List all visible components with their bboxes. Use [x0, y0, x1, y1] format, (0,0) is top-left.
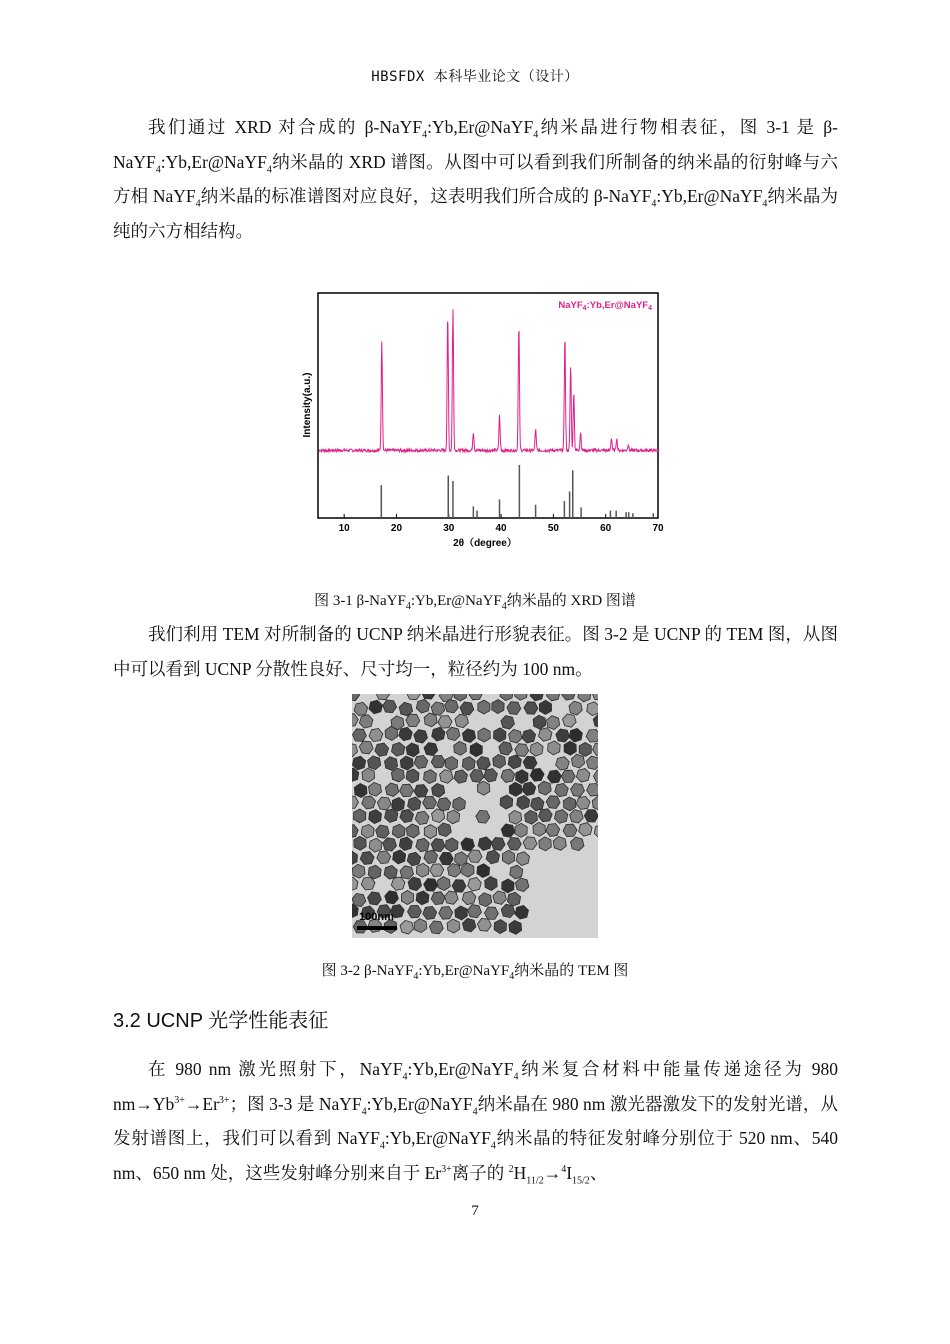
nanoparticle [423, 796, 437, 808]
nanoparticle [385, 757, 398, 771]
nanoparticle [359, 741, 373, 754]
nanoparticle [587, 702, 598, 716]
nanoparticle [408, 905, 422, 917]
plot-frame [318, 293, 658, 518]
nanoparticle [407, 852, 421, 866]
nanoparticle [455, 714, 469, 728]
nanoparticle [563, 824, 577, 837]
nanoparticle [352, 877, 358, 891]
nanoparticle [431, 839, 445, 852]
nanoparticle [546, 824, 560, 837]
nanoparticle [571, 837, 585, 851]
nanoparticle [406, 743, 419, 757]
nanoparticle [423, 906, 437, 919]
nanoparticle [445, 891, 459, 904]
nanoparticle [562, 694, 576, 700]
nanoparticle [515, 878, 528, 892]
nanoparticle [424, 770, 437, 784]
nanoparticle [468, 905, 482, 918]
nanoparticle [468, 850, 482, 863]
nanoparticle [461, 838, 475, 851]
nanoparticle [539, 700, 551, 714]
nanoparticle [424, 743, 438, 756]
nanoparticle [446, 838, 459, 852]
scale-bar [357, 926, 397, 930]
nanoparticle [478, 728, 490, 742]
nanoparticle [385, 891, 399, 904]
nanoparticle [586, 730, 598, 743]
nanoparticle [569, 701, 582, 715]
nanoparticle [502, 850, 514, 864]
nanoparticle [584, 810, 598, 822]
x-tick-label: 10 [338, 523, 350, 534]
nanoparticle [586, 756, 598, 770]
nanoparticle [432, 783, 445, 797]
nanoparticle [414, 919, 427, 933]
nanoparticle [515, 744, 529, 757]
nanoparticle [408, 797, 421, 811]
nanoparticle [469, 694, 483, 700]
nanoparticle [501, 716, 515, 730]
x-tick-label: 30 [443, 523, 455, 534]
nanoparticle [507, 702, 521, 715]
nanoparticle [352, 743, 358, 757]
nanoparticle [548, 741, 561, 755]
nanoparticle [546, 796, 560, 809]
y-axis-label: Intensity(a.u.) [302, 372, 313, 438]
nanoparticle [592, 694, 598, 700]
nanoparticle [494, 728, 506, 742]
figure-caption-3-2: 图 3-2 β-NaYF$_4$:Yb,Er@NaYF$_4$纳米晶的 TEM 图 [321, 963, 629, 982]
nanoparticle [555, 810, 568, 824]
nanoparticle [493, 891, 507, 905]
nanoparticle [369, 700, 382, 714]
nanoparticle [407, 694, 421, 700]
nanoparticle [509, 920, 522, 934]
nanoparticle [531, 797, 544, 811]
nanoparticle [360, 852, 374, 865]
paragraph-tem: 我们利用 TEM 对所制备的 UCNP 纳米晶进行形貌表征。图 3-2 是 UCNP 的 TEM 图，从图中可以看到 UCNP 分散性良好、尺寸均一，粒径约为 100 nm。 [113, 624, 838, 679]
paragraph-xrd: 我们通过 XRD 对合成的 β-NaYF$_4$:Yb,Er@NaYF$_4$纳米晶进行物相表征，图 3-1 是 β-NaYF$_4$:Yb,Er@NaYF$_4$纳米晶的 XRD 谱图。从图中可以看到我们所制备的纳米晶的衍射峰与六方相 NaYF$_4$纳米晶的标准谱图对应良好，这表明我们所合成的 β-NaYF$_4$:Yb,Er@NaYF$_4$纳米晶为纯的六方相结构。 [113, 117, 839, 241]
nanoparticle [400, 809, 414, 822]
tem-particles [352, 694, 598, 938]
nanoparticle [431, 702, 445, 716]
nanoparticle [377, 797, 391, 810]
nanoparticle [571, 784, 585, 797]
scale-bar-label: 100nm [359, 911, 394, 923]
nanoparticle [579, 742, 591, 756]
nanoparticle [533, 715, 546, 729]
nanoparticle [354, 784, 367, 798]
nanoparticle [391, 768, 404, 782]
figure-caption-3-1: 图 3-1 β-NaYF$_4$:Yb,Er@NaYF$_4$纳米晶的 XRD 图谱 [314, 593, 636, 612]
nanoparticle [523, 756, 537, 769]
nanoparticle [438, 823, 451, 837]
nanoparticle [437, 798, 451, 811]
nanoparticle [516, 770, 528, 784]
nanoparticle [579, 823, 592, 837]
nanoparticle [593, 770, 598, 783]
nanoparticle [453, 797, 466, 811]
tem-image [352, 694, 598, 938]
nanoparticle [401, 891, 413, 905]
nanoparticle [432, 809, 445, 823]
nanoparticle [501, 769, 515, 782]
nanoparticle [494, 920, 506, 934]
nanoparticle [385, 783, 398, 797]
nanoparticle [422, 694, 436, 699]
nanoparticle [522, 730, 536, 744]
nanoparticle [564, 741, 576, 755]
nanoparticle [431, 755, 445, 768]
nanoparticle [400, 756, 413, 770]
nanoparticle [547, 770, 561, 783]
nanoparticle [438, 877, 451, 891]
nanoparticle [376, 825, 390, 838]
nanoparticle [538, 781, 551, 795]
nanoparticle [477, 918, 491, 931]
nanoparticle [479, 893, 492, 907]
nanoparticle [447, 727, 460, 741]
nanoparticle [414, 755, 428, 768]
nanoparticle [476, 810, 490, 823]
nanoparticle [424, 825, 436, 839]
nanoparticle [470, 769, 484, 782]
nanoparticle [408, 877, 422, 891]
nanoparticle [430, 864, 444, 877]
nanoparticle [369, 782, 382, 796]
nanoparticle [462, 863, 474, 877]
nanoparticle [393, 850, 406, 864]
nanoparticle [468, 878, 482, 892]
nanoparticle [462, 918, 476, 932]
nanoparticle [592, 796, 598, 810]
nanoparticle [477, 864, 490, 878]
nanoparticle [553, 837, 566, 851]
nanoparticle [354, 836, 366, 850]
nanoparticle [500, 795, 513, 809]
x-tick-label: 20 [390, 523, 403, 534]
nanoparticle [362, 796, 376, 809]
nanoparticle [353, 729, 367, 742]
nanoparticle [354, 809, 366, 823]
nanoparticle [352, 796, 359, 808]
nanoparticle [384, 865, 397, 879]
nanoparticle [509, 782, 521, 796]
nanoparticle [484, 769, 498, 782]
nanoparticle [576, 796, 590, 809]
xrd-chart-svg [290, 280, 670, 560]
nanoparticle [507, 838, 521, 851]
nanoparticle [416, 838, 430, 852]
nanoparticle [352, 864, 365, 878]
nanoparticle [368, 892, 382, 905]
nanoparticle [484, 907, 498, 919]
nanoparticle [352, 825, 358, 838]
nanoparticle [525, 810, 538, 824]
nanoparticle [515, 823, 527, 837]
nanoparticle [507, 892, 520, 906]
nanoparticle [429, 921, 443, 934]
nanoparticle [392, 742, 405, 756]
nanoparticle [424, 713, 437, 727]
nanoparticle [406, 769, 419, 783]
nanoparticle [478, 837, 491, 851]
nanoparticle [440, 770, 453, 784]
nanoparticle [530, 694, 544, 701]
nanoparticle [555, 783, 569, 796]
nanoparticle [432, 727, 445, 741]
nanoparticle [515, 906, 529, 920]
nanoparticle [383, 700, 397, 713]
nanoparticle [594, 824, 598, 838]
nanoparticle [486, 850, 500, 864]
nanoparticle [431, 892, 445, 905]
running-header: HBSFDX 本科毕业论文（设计） [371, 69, 579, 85]
nanoparticle [383, 838, 397, 851]
nanoparticle [455, 906, 468, 920]
nanoparticle [376, 694, 390, 700]
nanoparticle [501, 824, 515, 837]
nanoparticle [416, 699, 429, 713]
nanoparticle [400, 784, 414, 797]
nanoparticle [392, 824, 405, 838]
nanoparticle [522, 782, 536, 795]
nanoparticle [470, 743, 482, 757]
nanoparticle [563, 714, 577, 727]
nanoparticle [578, 694, 591, 702]
nanoparticle [509, 810, 522, 824]
nanoparticle [377, 851, 391, 864]
nanoparticle [499, 742, 513, 755]
nanoparticle [515, 694, 528, 700]
nanoparticle [438, 716, 452, 729]
nanoparticle [462, 891, 476, 905]
nanoparticle [375, 743, 389, 756]
nanoparticle [509, 730, 523, 744]
nanoparticle [593, 714, 598, 728]
nanoparticle [533, 822, 545, 836]
nanoparticle [593, 743, 599, 756]
nanoparticle [517, 796, 530, 810]
nanoparticle [448, 863, 461, 877]
nanoparticle [406, 824, 419, 838]
nanoparticle [400, 866, 414, 879]
nanoparticle [447, 810, 460, 824]
x-tick-label: 50 [547, 523, 559, 534]
nanoparticle [352, 714, 358, 727]
nanoparticle [368, 756, 381, 770]
nanoparticle [359, 715, 373, 728]
nanoparticle [561, 770, 575, 782]
xrd-chart [290, 280, 670, 560]
nanoparticle [352, 851, 357, 865]
nanoparticle [447, 919, 460, 933]
nanoparticle [547, 694, 561, 701]
nanoparticle [587, 784, 598, 797]
nanoparticle [424, 850, 438, 863]
nanoparticle [523, 837, 537, 850]
nanoparticle [399, 727, 413, 740]
nanoparticle [576, 769, 590, 783]
nanoparticle [500, 694, 513, 701]
nanoparticle [400, 920, 413, 934]
nanoparticle [439, 852, 453, 864]
nanoparticle [492, 700, 504, 714]
nanoparticle [530, 768, 544, 781]
nanoparticle [556, 757, 570, 770]
nanoparticle [462, 757, 475, 771]
nanoparticle [362, 768, 375, 782]
nanoparticle [508, 755, 521, 769]
nanoparticle [385, 726, 398, 740]
nanoparticle [391, 877, 405, 890]
nanoparticle [539, 728, 553, 742]
x-tick-label: 40 [495, 523, 507, 534]
nanoparticle [369, 810, 382, 824]
nanoparticle [369, 729, 383, 742]
nanoparticle [452, 880, 466, 892]
nanoparticle [460, 702, 474, 715]
nanoparticle [569, 728, 582, 742]
nanoparticle [502, 879, 514, 893]
nanoparticle [539, 837, 552, 851]
nanoparticle [439, 907, 453, 920]
x-axis-label: 2θ（degree） [453, 538, 517, 549]
x-tick-label: 70 [652, 523, 664, 534]
nanoparticle [538, 809, 552, 822]
nanoparticle [462, 729, 475, 743]
nanoparticle [454, 741, 467, 755]
nanoparticle [530, 742, 543, 756]
nanoparticle [478, 700, 490, 714]
nanoparticle [501, 904, 515, 917]
nanoparticle [571, 754, 584, 768]
nanoparticle [399, 837, 412, 851]
nanoparticle [556, 729, 570, 742]
nanoparticle [547, 716, 560, 730]
nanoparticle [563, 797, 576, 811]
nanoparticle [454, 770, 468, 784]
nanoparticle [416, 863, 429, 877]
x-tick-label: 60 [600, 523, 612, 534]
nanoparticle [354, 702, 368, 715]
section-heading: 3.2 UCNP 光学性能表征 [113, 1010, 329, 1032]
nanoparticle [455, 852, 468, 866]
paragraph-optical: 在 980 nm 激光照射下，NaYF$_4$:Yb,Er@NaYF$_4$纳米复合材料中能量传递途径为 980 $nm\to Yb^{3+}\to Er^{3+}$；图 3-3 是 NaYF$_4$:Yb,Er@NaYF$_4$纳米晶在 980 nm 激光器激发下的发射光谱，从发射谱图上，我们可以看到 NaYF$_4$:Yb,Er@NaYF$_4$纳米晶的特征发射峰分别位于 520 nm、540 nm、650 nm 处，这些发射峰分别来自于 $Er^{3+}$离子的 $^2H_{11/2}\to^4I_{15/2}$、 [113, 1059, 839, 1186]
nanoparticle [369, 838, 382, 852]
nanoparticle [352, 756, 365, 770]
nanoparticle [524, 702, 538, 714]
page-number: 7 [471, 1203, 479, 1219]
nanoparticle [491, 837, 505, 850]
nanoparticle [361, 877, 375, 890]
nanoparticle [416, 891, 429, 905]
nanoparticle [477, 781, 489, 795]
nanoparticle [454, 694, 466, 701]
nanoparticle [570, 810, 584, 823]
nanoparticle [415, 811, 429, 824]
nanoparticle [516, 852, 529, 866]
nanoparticle [493, 754, 506, 768]
nanoparticle [485, 877, 498, 891]
nanoparticle [361, 824, 374, 838]
nanoparticle [414, 785, 428, 798]
nanoparticle [352, 694, 360, 701]
nanoparticle [424, 879, 438, 892]
nanoparticle [510, 865, 523, 879]
nanoparticle [414, 730, 428, 743]
legend-label: NaYF$_4$:Yb,Er@NaYF$_4$ [558, 300, 652, 312]
nanoparticle [477, 757, 491, 770]
nanoparticle [445, 756, 458, 770]
